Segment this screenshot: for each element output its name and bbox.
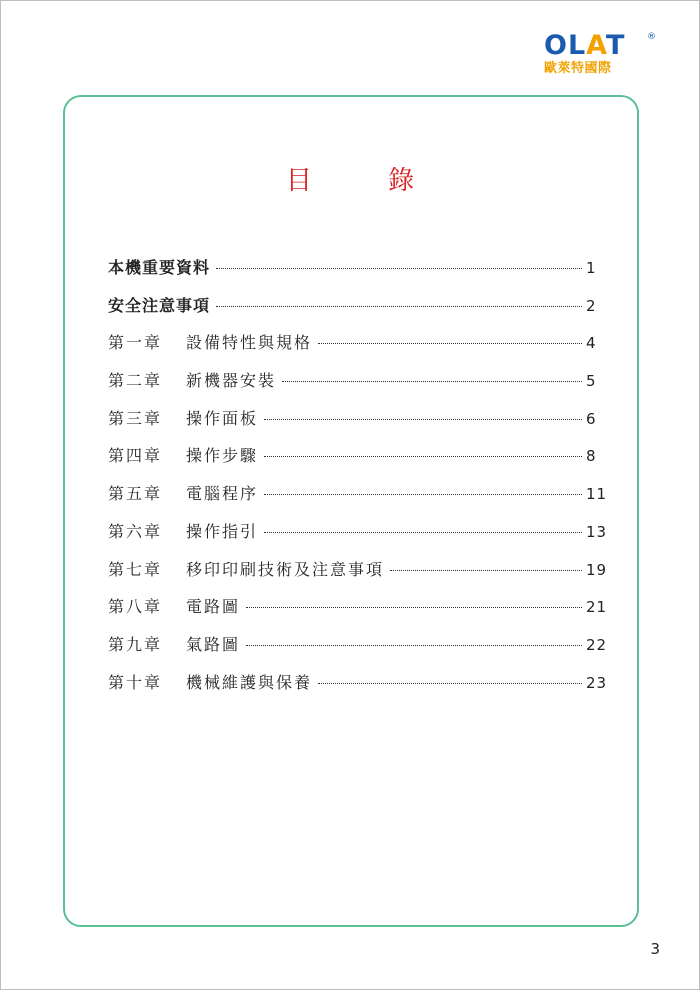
dot-leader bbox=[246, 607, 582, 608]
toc-entry bbox=[108, 255, 612, 293]
toc-entry-title: 設備特性與規格 bbox=[186, 333, 313, 353]
toc-entry bbox=[108, 481, 612, 519]
toc-entry-title: 機械維護與保養 bbox=[186, 672, 313, 692]
toc-page-number: 21 bbox=[586, 598, 608, 617]
toc-chapter-number: 第十章 bbox=[108, 672, 163, 692]
dot-leader bbox=[216, 306, 582, 307]
toc-page-number: 11 bbox=[586, 485, 608, 504]
toc-chapter-number: 第八章 bbox=[108, 597, 163, 617]
dot-leader bbox=[264, 419, 582, 420]
dot-leader bbox=[318, 343, 582, 344]
dot-leader bbox=[390, 570, 582, 571]
toc-entry bbox=[108, 594, 612, 632]
toc-page-number: 13 bbox=[586, 522, 608, 541]
toc-chapter-number: 第四章 bbox=[108, 446, 163, 466]
toc-page-number: 6 bbox=[586, 409, 597, 428]
page-number: 3 bbox=[650, 940, 660, 958]
toc-page-number: 2 bbox=[586, 296, 597, 315]
brand-logo bbox=[544, 30, 656, 77]
toc-entry-title: 新機器安裝 bbox=[186, 371, 277, 391]
toc-entry bbox=[108, 293, 612, 331]
toc-chapter-number: 第五章 bbox=[108, 484, 163, 504]
toc-chapter-number: 第六章 bbox=[108, 521, 163, 541]
toc-entry-title: 操作指引 bbox=[186, 521, 259, 541]
dot-leader bbox=[264, 494, 582, 495]
toc-entry-title: 安全注意事項 bbox=[108, 295, 211, 315]
toc-title: 目 錄 bbox=[285, 166, 449, 196]
toc-entry bbox=[108, 519, 612, 557]
toc-page-number: 23 bbox=[586, 673, 608, 692]
toc-entry bbox=[108, 330, 612, 368]
toc-entry bbox=[108, 557, 612, 595]
toc-page-number: 1 bbox=[586, 259, 597, 277]
toc-entry-title: 操作步驟 bbox=[186, 446, 259, 466]
toc-entry bbox=[108, 670, 612, 708]
dot-leader bbox=[264, 456, 582, 457]
toc-entry-title: 電腦程序 bbox=[186, 484, 259, 504]
toc-chapter-number: 第九章 bbox=[108, 634, 163, 654]
toc-chapter-number: 第三章 bbox=[108, 408, 163, 428]
toc-chapter-number: 第七章 bbox=[108, 559, 163, 579]
toc-entry-title: 本機重要資料 bbox=[108, 258, 211, 277]
toc-entry-title: 移印印刷技術及注意事項 bbox=[186, 559, 385, 579]
toc-list bbox=[108, 255, 612, 707]
toc-page-number: 22 bbox=[586, 635, 608, 654]
toc-entry-title: 操作面板 bbox=[186, 408, 259, 428]
toc-page-number: 8 bbox=[586, 447, 597, 466]
toc-page-number: 19 bbox=[586, 560, 608, 579]
logo-wordmark: OLAT bbox=[544, 30, 626, 61]
toc-entry bbox=[108, 443, 612, 481]
toc-page-number: 5 bbox=[586, 372, 597, 391]
toc-entry-title: 電路圖 bbox=[186, 597, 241, 617]
toc-chapter-number: 第二章 bbox=[108, 371, 163, 391]
toc-entry bbox=[108, 632, 612, 670]
dot-leader bbox=[264, 532, 582, 533]
registered-mark: ® bbox=[647, 32, 656, 42]
logo-subtitle: 歐萊特國際 bbox=[544, 61, 612, 76]
dot-leader bbox=[318, 683, 582, 684]
toc-page-number: 4 bbox=[586, 334, 597, 353]
toc-entry bbox=[108, 368, 612, 406]
toc-entry-title: 氣路圖 bbox=[186, 634, 241, 654]
dot-leader bbox=[216, 268, 582, 269]
toc-entry bbox=[108, 406, 612, 444]
dot-leader bbox=[282, 381, 582, 382]
dot-leader bbox=[246, 645, 582, 646]
toc-chapter-number: 第一章 bbox=[108, 333, 163, 353]
